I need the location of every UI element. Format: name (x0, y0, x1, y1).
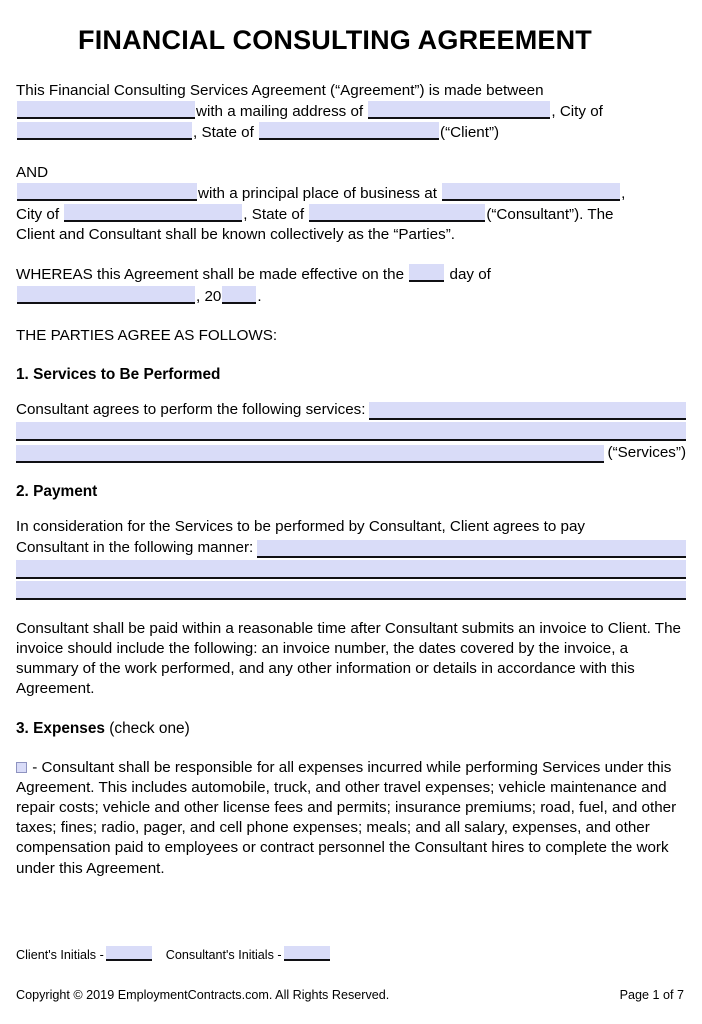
effective-month-blank[interactable] (17, 286, 195, 304)
spacer (16, 463, 686, 482)
spacer (16, 307, 686, 326)
page-title: FINANCIAL CONSULTING AGREEMENT (78, 25, 592, 55)
services-last-row (16, 443, 686, 463)
intro-client-label: (“Client”) (440, 124, 500, 142)
and-paragraph (16, 163, 686, 246)
spacer (16, 245, 686, 264)
services-trailing-label: (“Services”) (607, 444, 686, 462)
client-initials-blank[interactable] (106, 946, 152, 961)
intro-line-3 (16, 122, 686, 143)
whereas-line-2 (16, 286, 686, 307)
client-state-blank[interactable] (259, 122, 439, 140)
payment-intro-line: In consideration for the Services to be performed by Consultant, Client agrees to pay (16, 518, 585, 536)
payment-lead-label: Consultant in the following manner: (16, 538, 254, 556)
services-lead-row (16, 400, 686, 420)
services-blank-line-2[interactable] (16, 422, 686, 441)
payment-lead-row (16, 538, 686, 558)
and-line-2 (16, 204, 686, 225)
whereas-twenty: , 20 (196, 287, 222, 305)
expenses-option-row (16, 758, 686, 879)
intro-line-1: This Financial Consulting Services Agreement (“Agreement”) is made between (16, 82, 544, 99)
intro-state-label: , State of (193, 124, 254, 142)
and-business-label: with a principal place of business at (198, 184, 437, 202)
effective-day-blank[interactable] (409, 264, 444, 282)
section-3-number: 3. (16, 719, 29, 737)
consultant-name-blank[interactable] (17, 183, 197, 201)
services-blank-line-3[interactable] (16, 445, 604, 463)
services-blank-line-1[interactable] (369, 402, 686, 420)
whereas-period: . (257, 287, 262, 305)
and-comma: , (621, 184, 626, 202)
spacer (16, 144, 686, 163)
intro-mailing-label: with a mailing address of (196, 103, 364, 121)
payment-blank-line-3[interactable] (16, 581, 686, 600)
document-body (16, 81, 686, 879)
expenses-option-text: Consultant shall be responsible for all expenses incurred while performing Services under this Agreement. This includes automobile, truck, and other travel expenses; vehicle maintenance and repair costs; vehicle and other license fees and permits; insurance premiums; road, fuel, and other taxes; fines; radio, pager, and cell phone expenses; meals; and all salary, expenses, and other compensation paid to employees or contract personnel the Consultant hires to complete the work under this Agreement. (16, 758, 677, 877)
payment-blank-line-1[interactable] (257, 540, 686, 558)
client-initials-label: Client's Initials - (16, 948, 104, 962)
spacer (16, 739, 686, 758)
payment-invoice-paragraph: Consultant shall be paid within a reasonable time after Consultant submits an invoice to Client. The invoice should include the following: an invoice number, the dates covered by the invoice, a summary of the work performed, and any other information or details in accordance with this Agreement. (16, 619, 681, 698)
spacer (16, 502, 686, 517)
section-3-title: Expenses (33, 719, 105, 737)
and-label: AND (16, 163, 49, 181)
whereas-paragraph (16, 264, 686, 306)
section-2-title: Payment (33, 483, 98, 501)
consultant-address-blank[interactable] (442, 183, 620, 201)
spacer (16, 700, 686, 719)
client-address-blank[interactable] (368, 101, 550, 119)
whereas-after-day: day of (449, 266, 491, 284)
expenses-checkbox[interactable] (16, 762, 27, 773)
consultant-city-blank[interactable] (64, 204, 242, 222)
client-name-blank[interactable] (17, 101, 195, 119)
payment-blank-line-2[interactable] (16, 560, 686, 579)
intro-city-label: , City of (551, 103, 603, 121)
expenses-option-dash: - (32, 758, 38, 776)
whereas-before-day: WHEREAS this Agreement shall be made effective on the (16, 266, 405, 284)
section-1-heading (16, 365, 686, 385)
services-lead-label: Consultant agrees to perform the following services: (16, 401, 366, 419)
consultant-initials-blank[interactable] (284, 946, 330, 961)
client-city-blank[interactable] (17, 122, 192, 140)
page-footer (16, 987, 686, 1003)
and-state-label: , State of (243, 206, 305, 224)
spacer (16, 346, 686, 365)
spacer (16, 385, 686, 400)
intro-paragraph (16, 81, 686, 144)
consultant-state-blank[interactable] (309, 204, 485, 222)
initials-row (16, 946, 332, 964)
section-2-number: 2. (16, 483, 29, 501)
spacer (16, 600, 686, 619)
parties-agree-line: THE PARTIES AGREE AS FOLLOWS: (16, 326, 278, 344)
section-1-number: 1. (16, 366, 29, 384)
and-line-1 (16, 183, 686, 204)
consultant-initials-label: Consultant's Initials - (165, 948, 282, 962)
copyright-notice: Copyright © 2019 EmploymentContracts.com. All Rights Reserved. (16, 988, 390, 1002)
section-3-heading-suffix: (check one) (109, 719, 190, 737)
effective-year-blank[interactable] (222, 286, 256, 304)
whereas-line-1 (16, 264, 686, 285)
section-3-heading (16, 719, 686, 739)
and-city-label: City of (16, 206, 60, 224)
intro-line-2 (16, 101, 686, 122)
page-indicator: Page 1 of 7 (619, 988, 684, 1002)
and-closing-line: Client and Consultant shall be known collectively as the “Parties”. (16, 226, 455, 244)
section-2-heading (16, 482, 686, 502)
section-1-title: Services to Be Performed (33, 366, 221, 384)
and-consultant-label: (“Consultant”). The (486, 206, 614, 224)
